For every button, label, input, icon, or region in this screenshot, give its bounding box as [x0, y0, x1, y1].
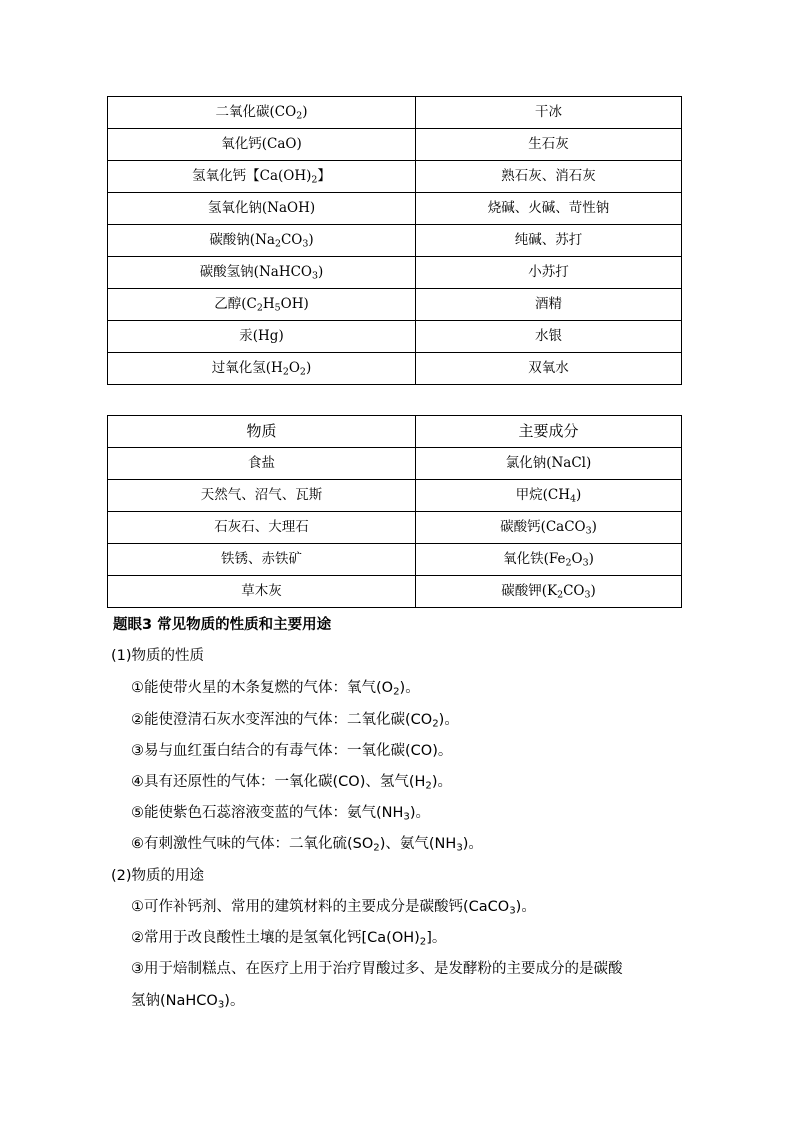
table-row: [108, 512, 682, 544]
header-main-component: 主要成分: [416, 416, 682, 448]
cell-name: 酒精: [416, 289, 682, 321]
subscript: 2: [432, 718, 439, 730]
cell-name: 干冰: [416, 97, 682, 129]
subscript: 2: [256, 302, 263, 314]
cell-name: 水银: [416, 321, 682, 353]
cell-name: 甲烷$(CH_4)$: [416, 480, 682, 512]
section-heading: 题眼3 常见物质的性质和主要用途: [113, 617, 332, 633]
table-row: [108, 544, 682, 576]
cell-name: 小苏打: [416, 257, 682, 289]
subscript: 3: [302, 238, 309, 250]
subscript: 2: [393, 686, 400, 698]
table-row: [108, 448, 682, 480]
subscript: 3: [582, 557, 589, 569]
table-row: [108, 321, 682, 353]
cell-substance: 碳酸钠$(Na_2CO_3)$: [108, 225, 416, 257]
subscript: 3: [217, 999, 225, 1011]
text-line: ①能使带火星的木条复燃的气体：氧气$(O_2)$。: [131, 680, 420, 698]
cell-substance: 食盐: [108, 448, 416, 480]
text-line: ③用于焙制糕点、在医疗上用于治疗胃酸过多、是发酵粉的主要成分的是碳酸: [131, 961, 623, 977]
cell-substance: 汞(Hg): [108, 321, 416, 353]
subscript: 5: [274, 302, 281, 314]
table-row: [108, 129, 682, 161]
common-names-table: [107, 96, 682, 385]
subscript: 2: [565, 557, 572, 569]
cell-substance: 氧化钙(CaO): [108, 129, 416, 161]
subscript: 2: [282, 366, 289, 378]
cell-name: 熟石灰、消石灰: [416, 161, 682, 193]
subscript: 2: [373, 842, 380, 854]
subscript: 2: [419, 936, 427, 948]
table-row: [108, 257, 682, 289]
subscript: 2: [557, 589, 564, 601]
table-row: [108, 161, 682, 193]
table-row: [108, 353, 682, 385]
table-row: [108, 225, 682, 257]
table-row: [108, 289, 682, 321]
cell-name: 氧化铁$(Fe_2O_3)$: [416, 544, 682, 576]
main-components-table: [107, 415, 682, 608]
subscript: 2: [311, 174, 318, 186]
table-row: [108, 576, 682, 608]
table-row: [108, 193, 682, 225]
cell-substance: 过氧化氢$(H_2O_2)$: [108, 353, 416, 385]
subscript: 3: [312, 270, 319, 282]
cell-substance: 碳酸氢钠(NaHCO$_3$): [108, 257, 416, 289]
header-substance: 物质: [108, 416, 416, 448]
subscript: 2: [425, 780, 432, 792]
table-row: [108, 97, 682, 129]
subscript: 3: [585, 525, 592, 537]
cell-substance: 草木灰: [108, 576, 416, 608]
subscript: 4: [570, 493, 577, 505]
text-line: ③易与血红蛋白结合的有毒气体：一氧化碳(CO)。: [131, 743, 453, 759]
cell-name: 生石灰: [416, 129, 682, 161]
subscript: 3: [509, 905, 516, 917]
subscript: 3: [456, 842, 463, 854]
cell-substance: 天然气、沼气、瓦斯: [108, 480, 416, 512]
cell-substance: 氢氧化钙【$Ca(OH)_2$】: [108, 161, 416, 193]
text-line: (1)物质的性质: [111, 648, 205, 664]
table-header-row: [108, 416, 682, 448]
cell-name: 碳酸钙(CaCO$_3$): [416, 512, 682, 544]
text-line: ②常用于改良酸性土壤的是氢氧化钙$[Ca(OH)_2]$。: [131, 930, 447, 948]
text-line: 氢钠(NaHCO$_3$)。: [131, 993, 245, 1011]
cell-substance: 氢氧化钠(NaOH): [108, 193, 416, 225]
cell-name: 纯碱、苏打: [416, 225, 682, 257]
table-row: [108, 480, 682, 512]
cell-substance: 石灰石、大理石: [108, 512, 416, 544]
text-line: ⑥有刺激性气味的气体：二氧化硫$(SO_2)$、氨气$(NH_3)$。: [131, 836, 483, 854]
cell-name: 双氧水: [416, 353, 682, 385]
cell-name: 氯化钠(NaCl): [416, 448, 682, 480]
text-line: ⑤能使紫色石蕊溶液变蓝的气体：氨气$(NH_3)$。: [131, 805, 431, 823]
subscript: 2: [296, 110, 303, 122]
cell-substance: 二氧化碳$(CO_2)$: [108, 97, 416, 129]
text-line: ①可作补钙剂、常用的建筑材料的主要成分是碳酸钙(CaCO$_3$)。: [131, 899, 536, 917]
cell-substance: 铁锈、赤铁矿: [108, 544, 416, 576]
text-line: (2)物质的用途: [111, 868, 205, 884]
text-line: ④具有还原性的气体：一氧化碳(CO)、氢气$(H_2)$。: [131, 774, 453, 792]
cell-name: 碳酸钾$(K_2CO_3)$: [416, 576, 682, 608]
text-line: ②能使澄清石灰水变浑浊的气体：二氧化碳$(CO_2)$。: [131, 712, 459, 730]
subscript: 3: [403, 811, 410, 823]
subscript: 2: [299, 366, 306, 378]
subscript: 2: [274, 238, 281, 250]
subscript: 3: [584, 589, 591, 601]
cell-name: 烧碱、火碱、苛性钠: [416, 193, 682, 225]
cell-substance: 乙醇$(C_2H_5OH)$: [108, 289, 416, 321]
